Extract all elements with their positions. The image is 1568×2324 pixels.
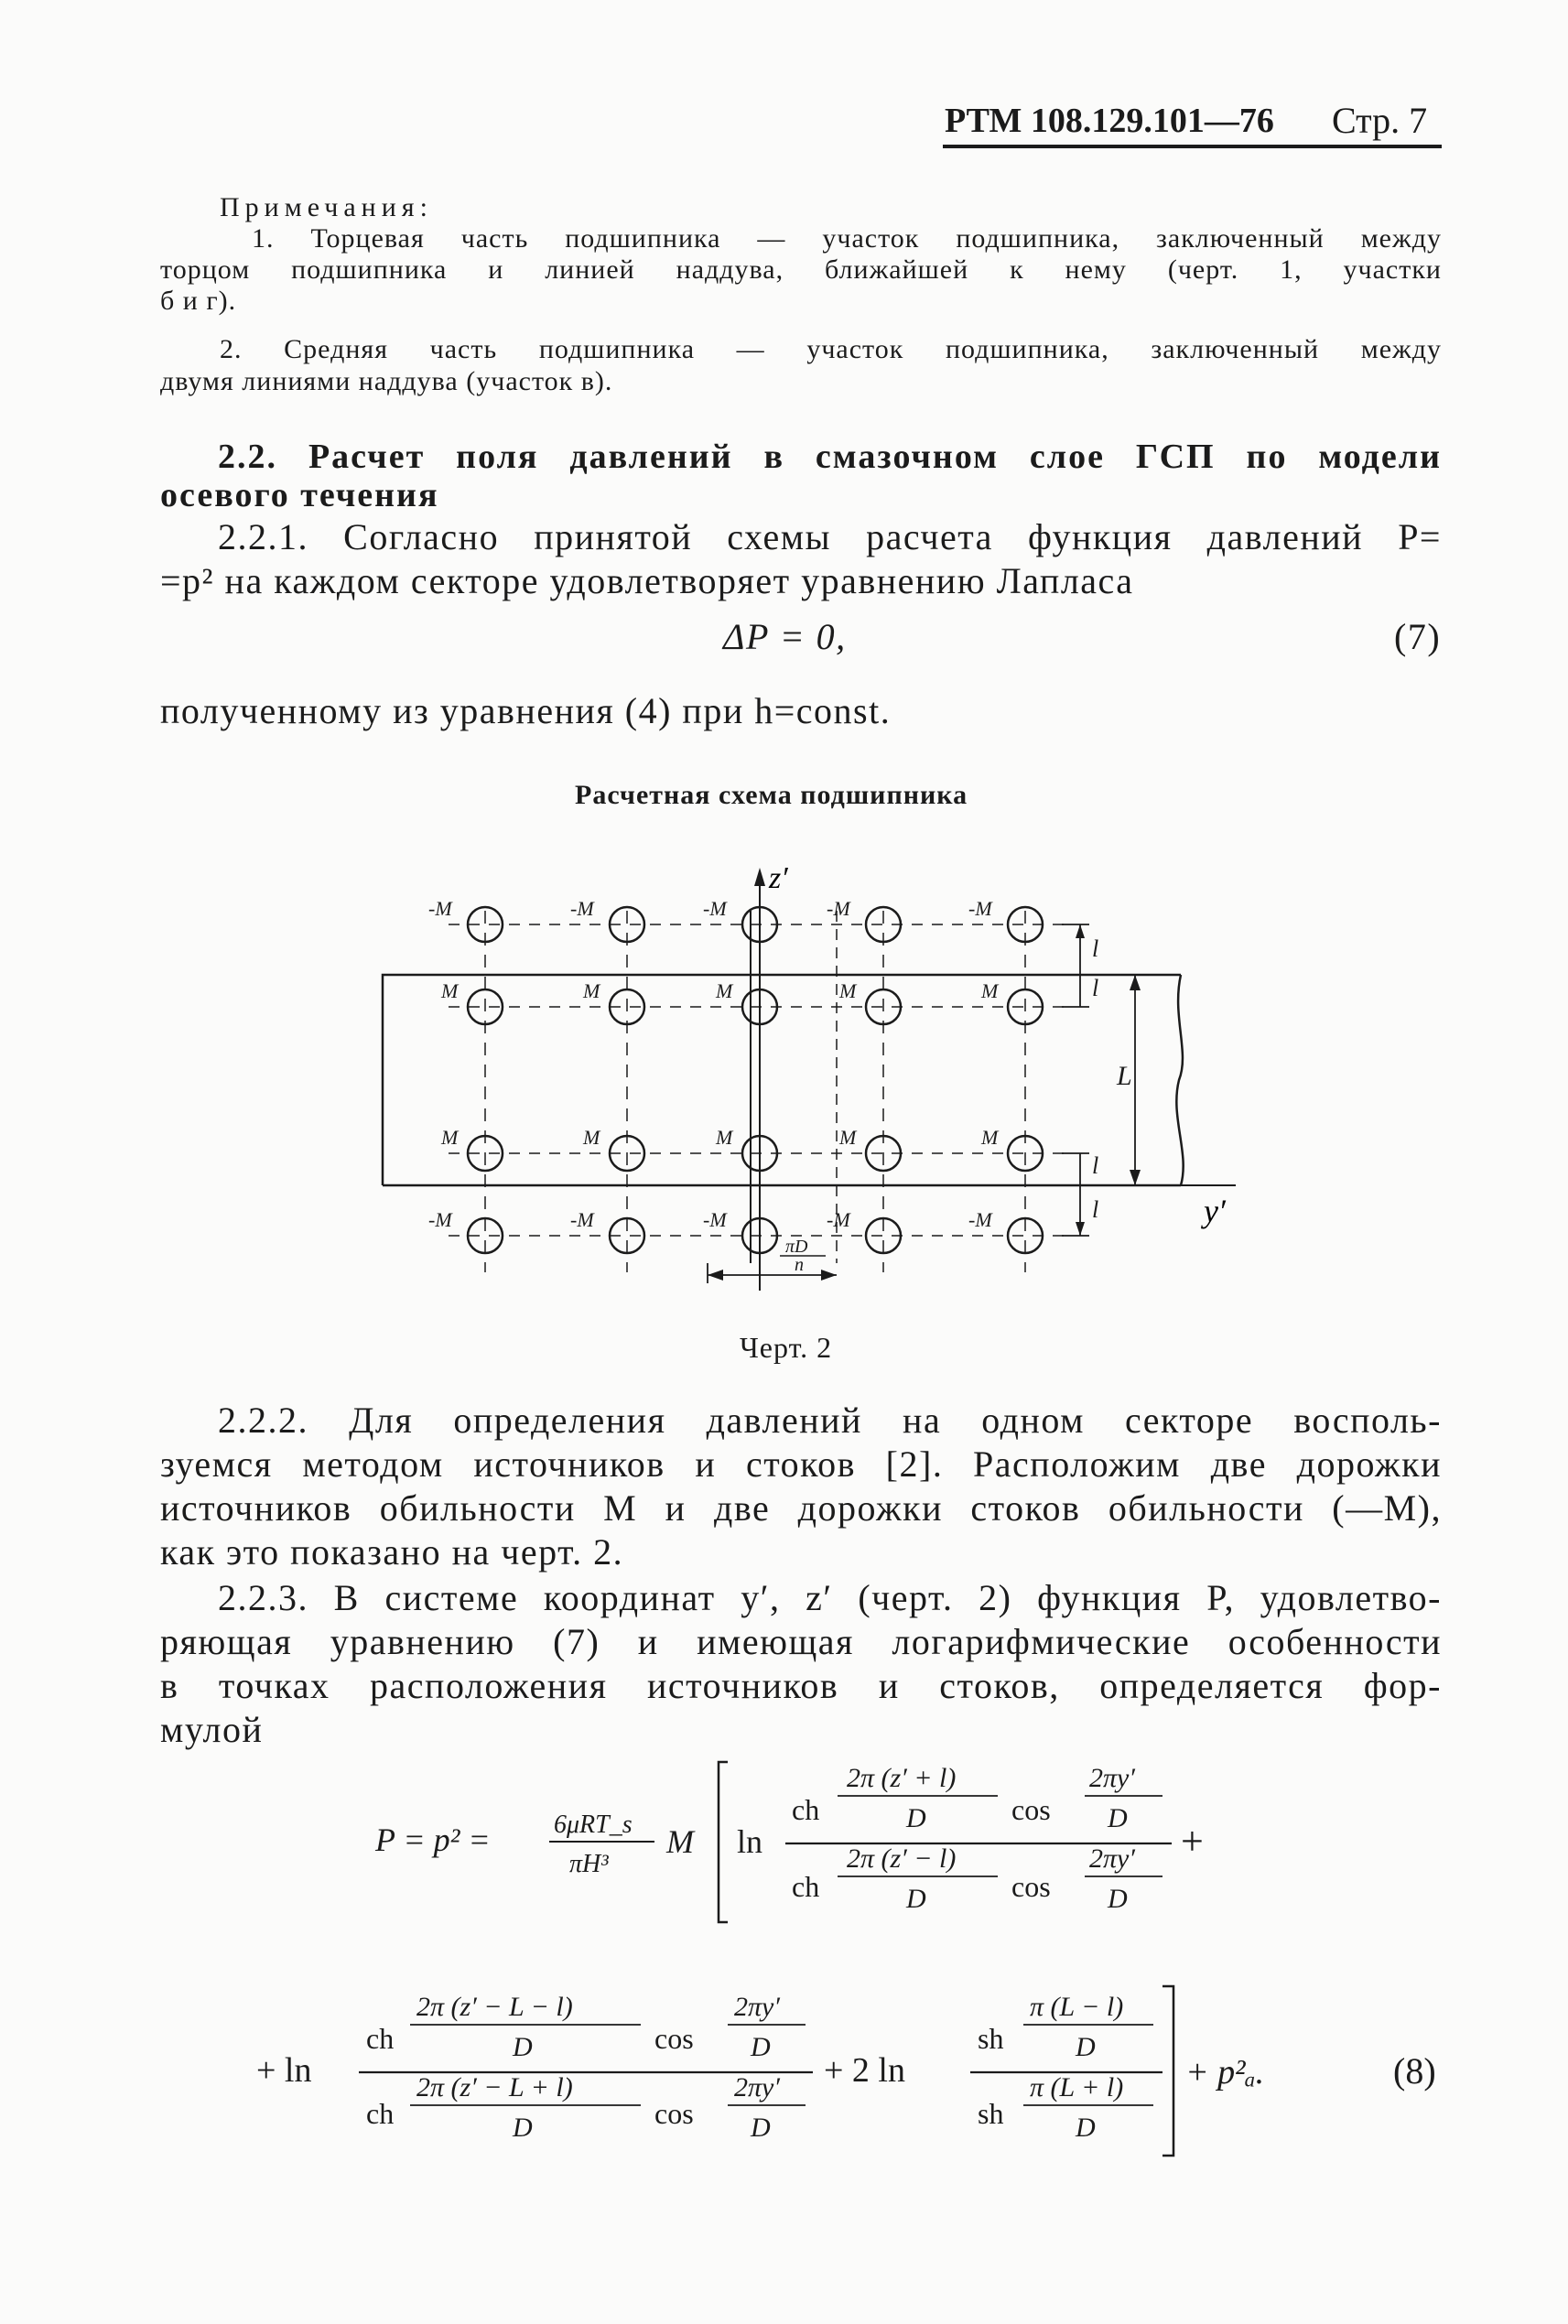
ln-1: ln [737, 1823, 763, 1860]
close-bracket [1162, 1986, 1173, 2156]
sink-label: -M [827, 897, 850, 920]
para-2-2-3-line-1: 2.2.3. В системе координат y′, z′ (черт. 2) функция P, удовлетво- [218, 1577, 1442, 1618]
para-2-2-2-line-1: 2.2.2. Для определения давлений на одном секторе восполь- [218, 1400, 1442, 1441]
formula-lhs: P = p² = [375, 1821, 491, 1858]
source-label: M [839, 1126, 857, 1149]
f3-sh-num-b: π (L + l) [1030, 2072, 1124, 2102]
para-2-2-1-line-3: полученному из уравнения (4) при h=const. [160, 690, 892, 731]
ch-1a: ch [792, 1793, 820, 1826]
section-heading-line-2: осевого течения [160, 476, 439, 514]
source-label: M [441, 979, 459, 1002]
note-2-line-1: 2. Средняя часть подшипника — участок подшипника, заключенный между [220, 334, 1442, 364]
f2-cos-num-b: 2πy′ [734, 2072, 780, 2102]
f2-ch-num: 2π (z′ − L − l) [416, 1992, 573, 2022]
f1-ch-num-b: 2π (z′ − l) [847, 1843, 957, 1874]
bearing-top-edge [383, 975, 1181, 979]
source-label: M [716, 979, 733, 1002]
pitch-den-label: n [795, 1255, 804, 1275]
source-label: M [583, 979, 600, 1002]
ch-2a: ch [366, 2022, 395, 2055]
f3-D: D [1076, 2032, 1096, 2062]
f2-cos-D-b: D [751, 2113, 771, 2143]
document-number: РТМ 108.129.101—76 [945, 102, 1274, 140]
para-2-2-2-line-2: зуемся методом источников и стоков [2]. Расположим две дорожки [160, 1443, 1442, 1485]
source-label: M [839, 979, 857, 1002]
para-2-2-1-line-2: =p² на каждом секторе удовлетворяет уравнению Лапласа [160, 560, 1134, 601]
note-1-line-3: б и г). [160, 286, 237, 316]
page-number: Стр. 7 [1332, 100, 1428, 141]
para-2-2-2-line-4: как это показано на черт. 2. [160, 1531, 624, 1573]
dim-l-label: l [1092, 975, 1099, 1001]
f1-D-b: D [906, 1884, 926, 1914]
sink-label: -M [827, 1208, 850, 1231]
sink-label: -M [570, 897, 594, 920]
note-1-line-2: торцом подшипника и линией наддува, ближайшей к нему (черт. 1, участки [160, 254, 1442, 285]
formula-M: M [666, 1823, 694, 1860]
dim-l-label: l [1092, 1196, 1099, 1223]
sink-label: -M [968, 897, 992, 920]
dim-l-label: l [1092, 935, 1099, 962]
f2-cos-num: 2πy′ [734, 1992, 780, 2022]
sink-label: -M [428, 1208, 452, 1231]
source-label: M [981, 1126, 999, 1149]
sink-label: -M [968, 1208, 992, 1231]
f1-ch-num: 2π (z′ + l) [847, 1763, 957, 1793]
f1-D: D [906, 1803, 926, 1833]
source-label: M [441, 1126, 459, 1149]
sink-label: -M [570, 1208, 594, 1231]
section-heading-line-1: 2.2. Расчет поля давлений в смазочном слое ГСП по модели [218, 438, 1442, 476]
sink-label: -M [703, 897, 727, 920]
f3-D-b: D [1076, 2113, 1096, 2143]
equation-7-number: (7) [1394, 616, 1442, 657]
ch-1b: ch [792, 1870, 820, 1903]
figure-label: Черт. 2 [740, 1331, 833, 1364]
dim-l-label: l [1092, 1152, 1099, 1179]
formula-8 [238, 1739, 1465, 2215]
sh-b: sh [978, 2097, 1004, 2130]
para-2-2-2-line-3: источников обильности M и две дорожки стоков обильности (—M), [160, 1487, 1442, 1529]
f2-D: D [513, 2032, 533, 2062]
formula-coef-num: 6μRT_s [554, 1811, 633, 1839]
cos-2a: cos [654, 2022, 694, 2055]
pitch-num-label: πD [785, 1237, 808, 1257]
equation-8-number: (8) [1393, 2050, 1436, 2092]
f1-cos-D: D [1108, 1803, 1128, 1833]
dim-L-label: L [1117, 1061, 1132, 1091]
f3-sh-num: π (L − l) [1030, 1992, 1124, 2022]
para-2-2-3-line-3: в точках расположения источников и стоков, определяется фор- [160, 1665, 1442, 1706]
f1-cos-num-b: 2πy′ [1089, 1843, 1135, 1874]
f2-cos-D: D [751, 2032, 771, 2062]
plus-2ln: + 2 ln [824, 2051, 905, 2090]
bearing-scheme-figure [357, 833, 1254, 1309]
equation-7: ΔP = 0, [723, 616, 847, 657]
source-label: M [583, 1126, 600, 1149]
sink-label: -M [428, 897, 452, 920]
note-2-line-2: двумя линиями наддува (участок в). [160, 366, 613, 396]
para-2-2-1-line-1: 2.2.1. Согласно принятой схемы расчета функция давлений P= [218, 516, 1442, 557]
cos-1a: cos [1011, 1793, 1051, 1826]
source-label: M [716, 1126, 733, 1149]
sink-label: -M [703, 1208, 727, 1231]
bearing-break-line [1176, 975, 1183, 1185]
f2-ch-num-b: 2π (z′ − L + l) [416, 2072, 573, 2102]
open-bracket [719, 1762, 728, 1922]
para-2-2-3-line-4: мулой [160, 1709, 264, 1750]
f1-cos-num: 2πy′ [1089, 1763, 1135, 1793]
header-rule [943, 145, 1442, 148]
f1-cos-D-b: D [1108, 1884, 1128, 1914]
cos-2b: cos [654, 2097, 694, 2130]
figure-caption: Расчетная схема подшипника [575, 780, 968, 810]
para-2-2-3-line-2: ряющая уравнению (7) и имеющая логарифмические особенности [160, 1621, 1442, 1662]
formula-tail: + p²ₐ. [1185, 2053, 1265, 2092]
cos-1b: cos [1011, 1870, 1051, 1903]
plus-1: + [1181, 1819, 1204, 1864]
source-label: M [981, 979, 999, 1002]
f2-D-b: D [513, 2113, 533, 2143]
notes-title: Примечания: [220, 192, 433, 222]
plus-ln-2: + ln [256, 2051, 312, 2090]
z-axis-label: z′ [769, 861, 788, 895]
sh-a: sh [978, 2022, 1004, 2055]
y-axis-label: y′ [1204, 1193, 1226, 1229]
notes-block [220, 192, 1442, 254]
ch-2b: ch [366, 2097, 395, 2130]
note-1-line-1: 1. Торцевая часть подшипника — участок подшипника, заключенный между [252, 223, 1442, 254]
formula-coef-den: πH³ [569, 1850, 609, 1878]
